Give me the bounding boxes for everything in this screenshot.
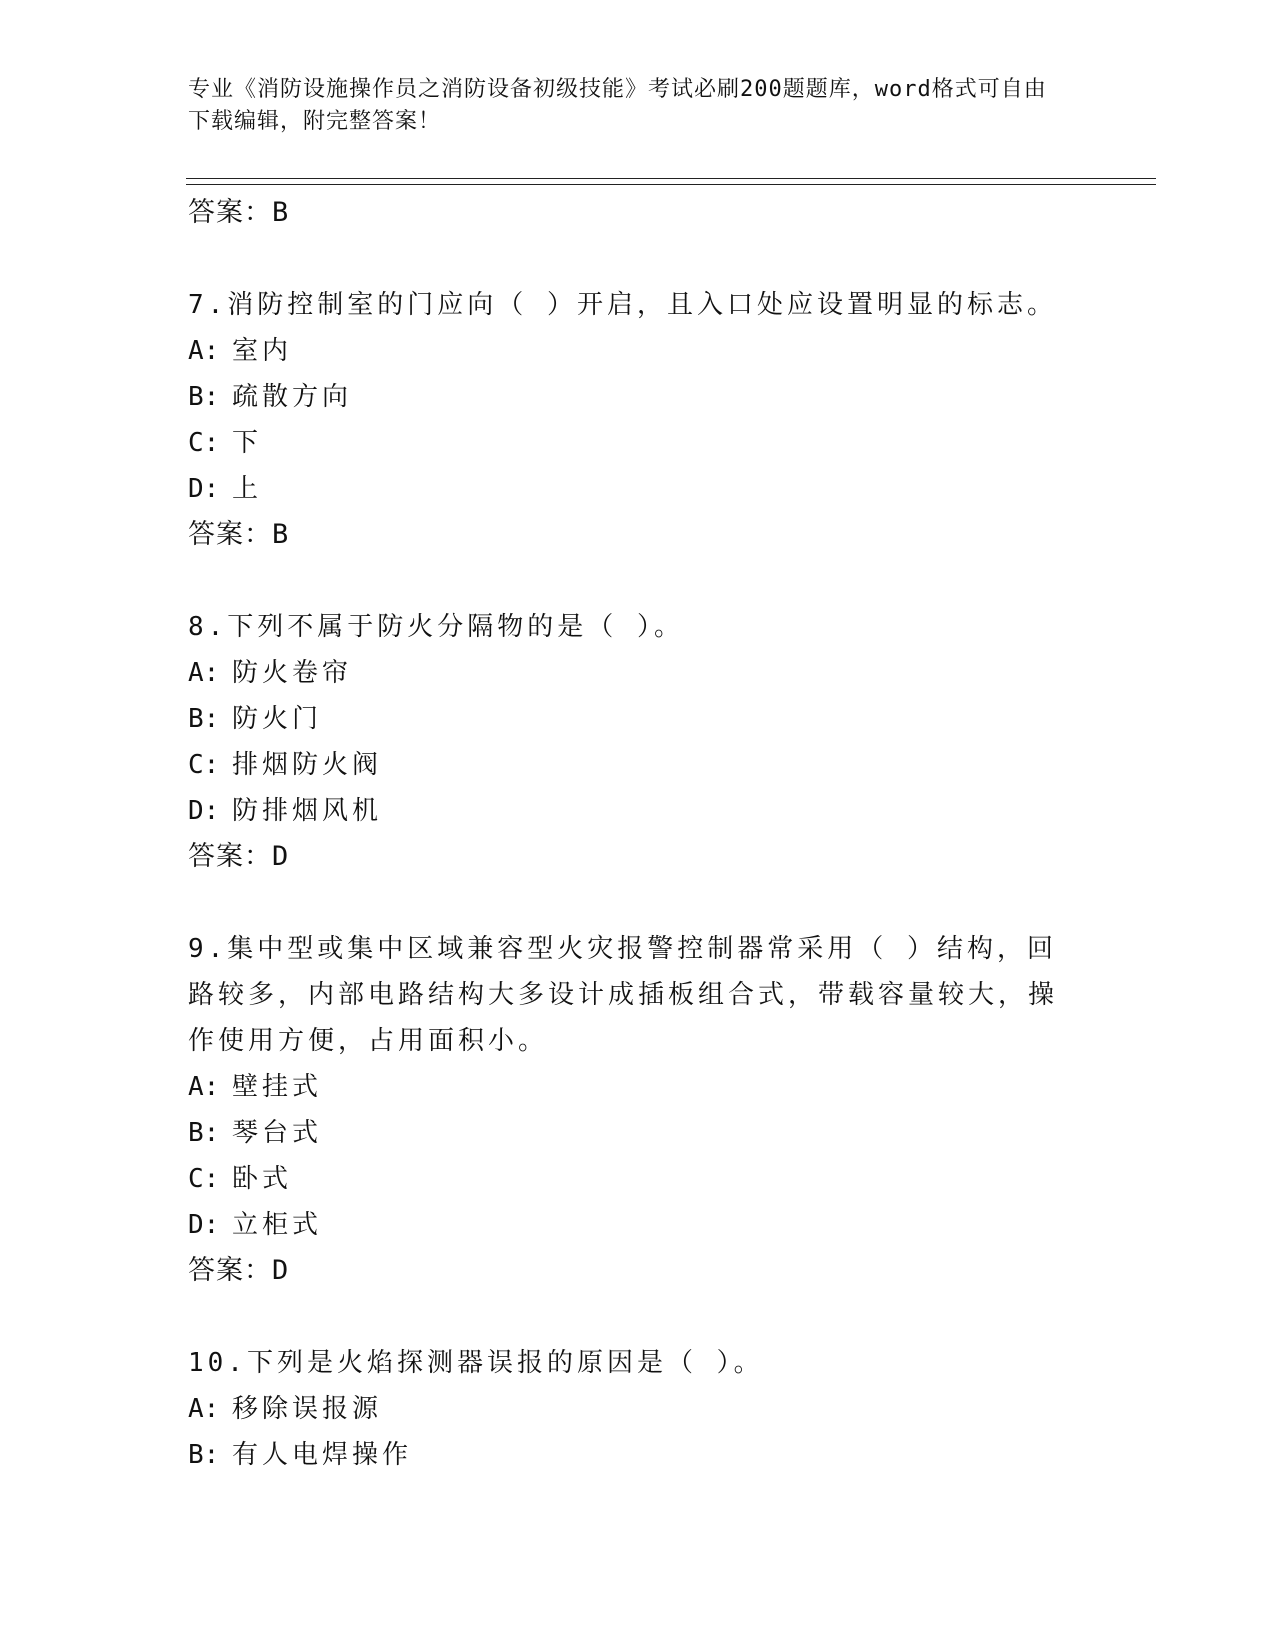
question-8	[188, 604, 1078, 880]
spacer	[188, 880, 1078, 926]
option-text: 壁挂式	[232, 1072, 323, 1102]
question-7-title: 7.消防控制室的门应向（ ）开启，且入口处应设置明显的标志。	[188, 290, 1057, 320]
option-letter: B:	[188, 382, 220, 412]
option-letter: D:	[188, 474, 220, 504]
option-letter: B:	[188, 1118, 220, 1148]
option-text: 室内	[232, 336, 293, 366]
option-text: 有人电焊操作	[232, 1440, 413, 1470]
question-10	[188, 1340, 1078, 1478]
option-letter: A:	[188, 658, 220, 688]
question-9-option-a	[188, 1064, 1078, 1110]
option-letter: D:	[188, 796, 220, 826]
previous-answer: 答案：B	[188, 197, 290, 228]
question-9-answer: 答案：D	[188, 1255, 290, 1286]
question-8-option-b	[188, 696, 1078, 742]
question-7-option-b	[188, 374, 1078, 420]
option-letter: A:	[188, 336, 220, 366]
option-letter: C:	[188, 428, 220, 458]
option-letter: B:	[188, 704, 220, 734]
option-letter: A:	[188, 1072, 220, 1102]
page-header: 专业《消防设施操作员之消防设备初级技能》考试必刷200题题库，word格式可自由下载编辑，附完整答案！	[188, 77, 1047, 134]
question-7	[188, 282, 1078, 558]
question-7-option-a	[188, 328, 1078, 374]
question-9-option-c	[188, 1156, 1078, 1202]
option-letter: A:	[188, 1394, 220, 1424]
option-text: 卧式	[232, 1164, 293, 1194]
option-text: 防火门	[232, 704, 323, 734]
question-list	[188, 190, 1078, 1478]
header-divider-top	[186, 178, 1156, 179]
question-9	[188, 926, 1078, 1294]
question-7-answer: 答案：B	[188, 519, 290, 550]
option-text: 下	[232, 428, 263, 458]
option-letter: D:	[188, 1210, 220, 1240]
question-10-option-a	[188, 1386, 1078, 1432]
question-9-option-d	[188, 1202, 1078, 1248]
option-text: 防火卷帘	[232, 658, 353, 688]
spacer	[188, 236, 1078, 282]
question-8-option-a	[188, 650, 1078, 696]
option-text: 防排烟风机	[232, 796, 383, 826]
question-8-title: 8.下列不属于防火分隔物的是（ ）。	[188, 612, 684, 642]
option-text: 排烟防火阀	[232, 750, 383, 780]
option-text: 立柜式	[232, 1210, 323, 1240]
option-text: 上	[232, 474, 263, 504]
header-divider-bottom	[186, 184, 1156, 185]
spacer	[188, 1294, 1078, 1340]
option-letter: C:	[188, 750, 220, 780]
option-text: 移除误报源	[232, 1394, 383, 1424]
question-8-option-c	[188, 742, 1078, 788]
question-8-option-d	[188, 788, 1078, 834]
question-10-title: 10.下列是火焰探测器误报的原因是（ ）。	[188, 1348, 764, 1378]
question-8-answer: 答案：D	[188, 841, 290, 872]
spacer	[188, 558, 1078, 604]
question-7-option-c	[188, 420, 1078, 466]
option-text: 琴台式	[232, 1118, 323, 1148]
question-7-option-d	[188, 466, 1078, 512]
question-9-title: 9.集中型或集中区域兼容型火灾报警控制器常采用（ ）结构，回路较多，内部电路结构大多设计成插板组合式，带载容量较大，操作使用方便，占用面积小。	[188, 934, 1059, 1056]
option-text: 疏散方向	[232, 382, 353, 412]
question-9-option-b	[188, 1110, 1078, 1156]
question-10-option-b	[188, 1432, 1078, 1478]
option-letter: C:	[188, 1164, 220, 1194]
option-letter: B:	[188, 1440, 220, 1470]
